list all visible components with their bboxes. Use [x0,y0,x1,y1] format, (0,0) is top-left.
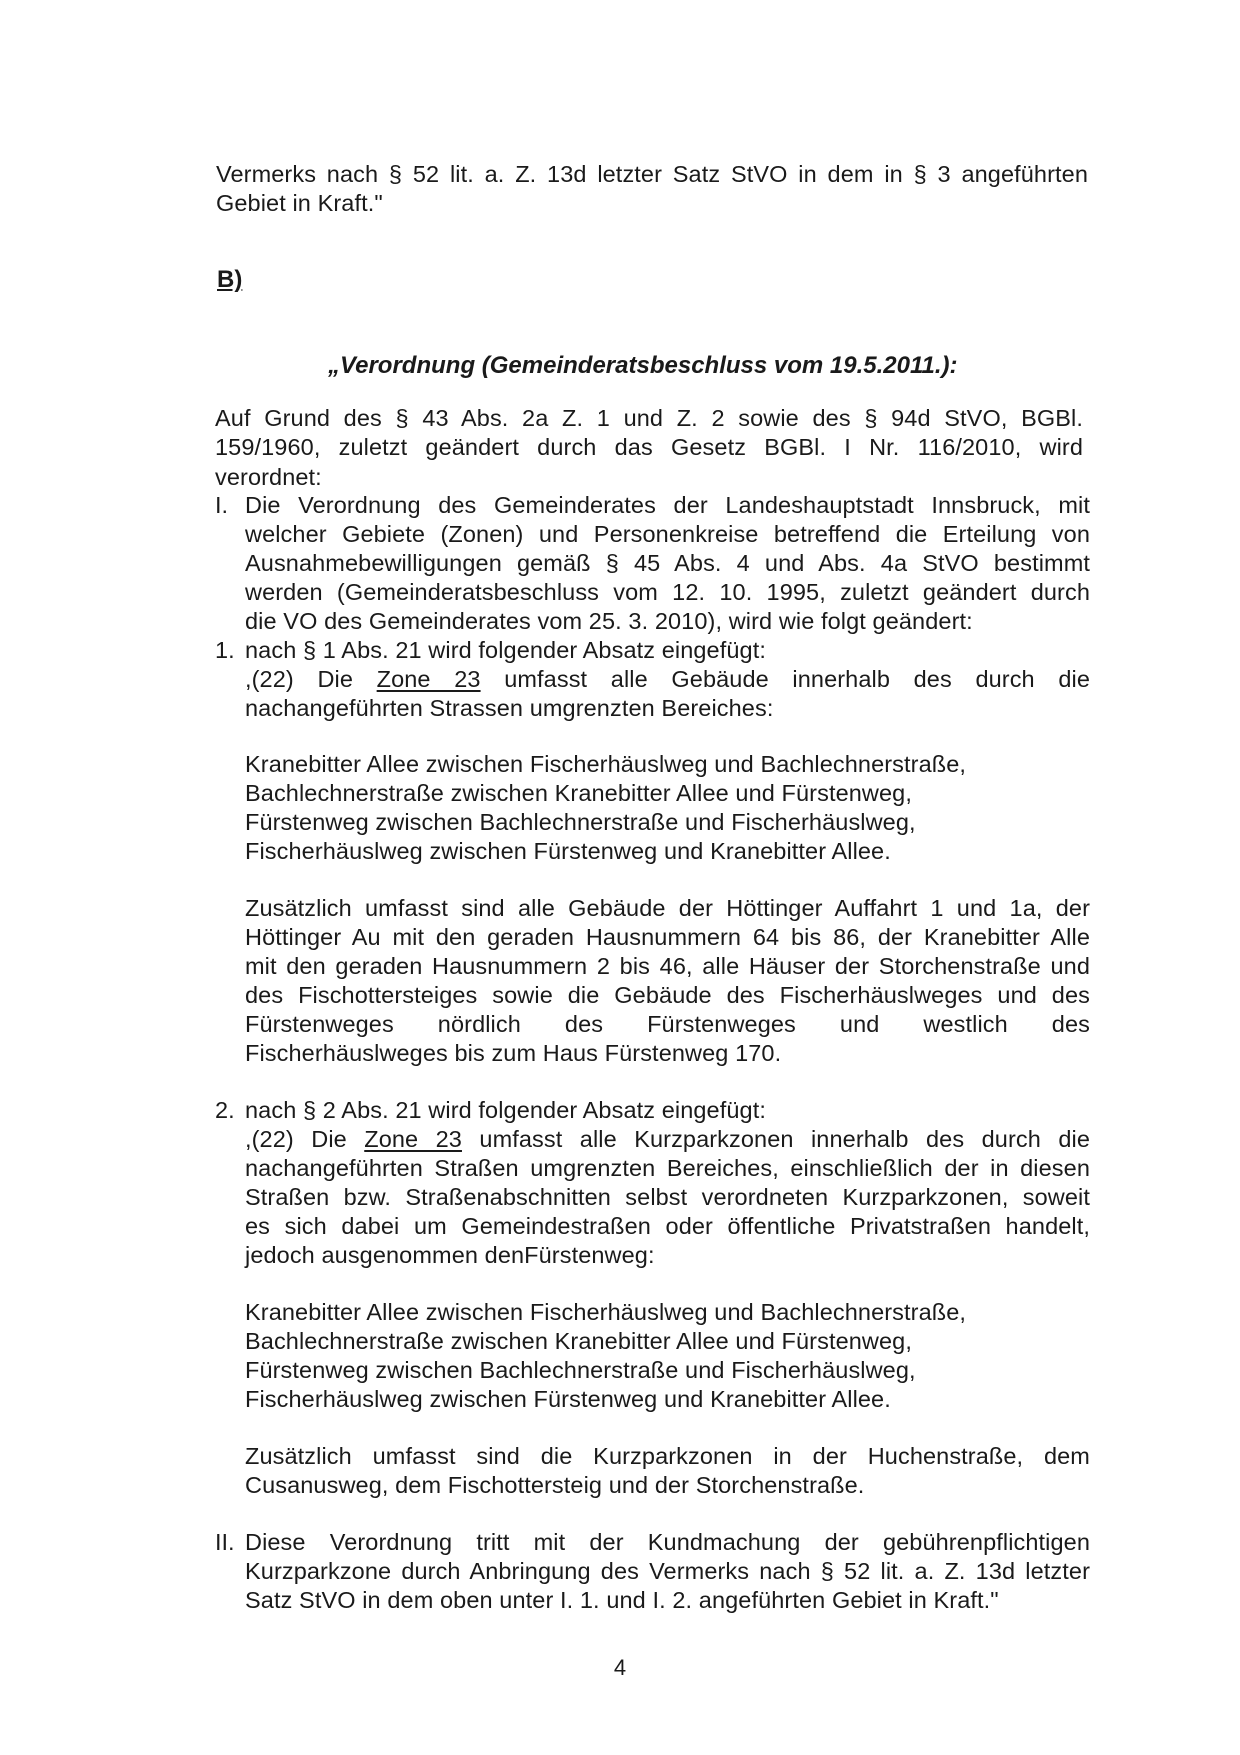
item-one-additional-line-1: Zusätzlich umfasst sind alle Gebäude der Höttinger Auffahrt 1 und 1a, der [245,895,1090,921]
item-two-street-2: Bachlechnerstraße zwischen Kranebitter Allee und Fürstenweg, [245,1328,912,1354]
item-two-additional-line-1: Zusätzlich umfasst sind die Kurzparkzonen in der Huchenstraße, dem [245,1443,1090,1469]
item-one-street-4: Fischerhäuslweg zwischen Fürstenweg und Kranebitter Allee. [245,838,891,864]
item-one-additional-line-2: Höttinger Au mit den geraden Hausnummern 64 bis 86, der Kranebitter Alle [245,924,1090,950]
part-one-marker: I. [215,492,229,518]
part-one-line-3: Ausnahmebewilligungen gemäß § 45 Abs. 4 und Abs. 4a StVO bestimmt [245,550,1090,576]
part-one-line-1: Die Verordnung des Gemeinderates der Landeshauptstadt Innsbruck, mit [245,492,1090,518]
part-two-line-1: Diese Verordnung tritt mit der Kundmachung der gebührenpflichtigen [245,1529,1090,1555]
item-two-para-prefix: ,(22) Die [245,1126,365,1152]
page-number: 4 [613,1655,627,1680]
item-one-additional-line-4: des Fischottersteiges sowie die Gebäude des Fischerhäuslweges und des [245,982,1090,1008]
part-two-line-3: Satz StVO in dem oben unter I. 1. und I. 2. angeführten Gebiet in Kraft." [245,1587,999,1613]
item-one-paragraph-line-2: nachangeführten Strassen umgrenzten Bereiches: [245,695,774,721]
item-one-zone: Zone 23 [376,666,481,692]
item-two-paragraph-line-3: Straßen bzw. Straßenabschnitten selbst verordneten Kurzparkzonen, soweit [245,1184,1090,1210]
item-one-additional-line-6: Fischerhäuslweges bis zum Haus Fürstenweg 170. [245,1040,782,1066]
item-two-street-3: Fürstenweg zwischen Bachlechnerstraße und Fischerhäuslweg, [245,1357,916,1383]
part-two-marker: II. [215,1529,235,1555]
item-two-marker: 2. [215,1097,235,1123]
item-two-paragraph-line-2: nachangeführten Straßen umgrenzten Bereiches, einschließlich der in diesen [245,1155,1090,1181]
preamble-line-1: Auf Grund des § 43 Abs. 2a Z. 1 und Z. 2 sowie des § 94d StVO, BGBl. [215,405,1083,431]
part-one-line-2: welcher Gebiete (Zonen) und Personenkreise betreffend die Erteilung von [245,521,1090,547]
item-two-para-rest: umfasst alle Kurzparkzonen innerhalb des durch die [461,1126,1090,1152]
item-two-street-1: Kranebitter Allee zwischen Fischerhäuslweg und Bachlechnerstraße, [245,1299,967,1325]
item-two-zone: Zone 23 [364,1126,462,1152]
preamble-line-2: 159/1960, zuletzt geändert durch das Gesetz BGBl. I Nr. 116/2010, wird [215,434,1083,460]
item-two-intro: nach § 2 Abs. 21 wird folgender Absatz eingefügt: [245,1097,766,1123]
item-two-street-4: Fischerhäuslweg zwischen Fürstenweg und Kranebitter Allee. [245,1386,891,1412]
item-two-paragraph-line-1 [245,1125,1090,1155]
item-one-additional-line-3: mit den geraden Hausnummern 2 bis 46, alle Häuser der Storchenstraße und [245,953,1090,979]
item-one-additional-line-5: Fürstenweges nördlich des Fürstenweges und westlich des [245,1011,1090,1037]
item-one-street-3: Fürstenweg zwischen Bachlechnerstraße und Fischerhäuslweg, [245,809,916,835]
item-one-street-1: Kranebitter Allee zwischen Fischerhäuslweg und Bachlechnerstraße, [245,751,967,777]
item-one-para-rest: umfasst alle Gebäude innerhalb des durch die [480,666,1091,692]
part-one-line-5: die VO des Gemeinderates vom 25. 3. 2010), wird wie folgt geändert: [245,608,973,634]
item-one-marker: 1. [215,637,235,663]
item-one-paragraph-line-1 [245,665,1090,695]
intro-line-2: Gebiet in Kraft." [216,190,383,216]
ordinance-heading: „Verordnung (Gemeinderatsbeschluss vom 19.5.2011.): [328,352,958,379]
section-b-label: B) [217,266,243,293]
item-one-street-2: Bachlechnerstraße zwischen Kranebitter Allee und Fürstenweg, [245,780,912,806]
item-two-additional-line-2: Cusanusweg, dem Fischottersteig und der Storchenstraße. [245,1472,865,1498]
intro-line-1: Vermerks nach § 52 lit. a. Z. 13d letzter Satz StVO in dem in § 3 angeführten [216,161,1088,187]
item-two-paragraph-line-5: jedoch ausgenommen denFürstenweg: [245,1242,655,1268]
part-one-line-4: werden (Gemeinderatsbeschluss vom 12. 10. 1995, zuletzt geändert durch [245,579,1090,605]
part-two-line-2: Kurzparkzone durch Anbringung des Vermerks nach § 52 lit. a. Z. 13d letzter [245,1558,1090,1584]
preamble-line-3: verordnet: [215,464,322,490]
item-two-paragraph-line-4: es sich dabei um Gemeindestraßen oder öffentliche Privatstraßen handelt, [245,1213,1090,1239]
item-one-intro: nach § 1 Abs. 21 wird folgender Absatz eingefügt: [245,637,766,663]
item-one-para-prefix: ,(22) Die [245,666,377,692]
